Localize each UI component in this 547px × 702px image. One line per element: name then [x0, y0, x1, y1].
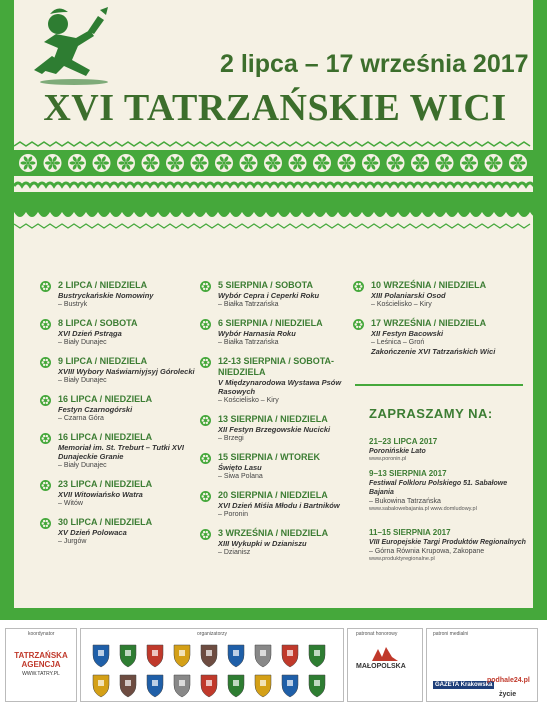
event-place: – Biały Dunajec	[58, 377, 107, 384]
event-date: 16 LIPCA / NIEDZIELA	[58, 394, 153, 404]
agency-name: TATRZAŃSKA AGENCJA	[14, 651, 68, 669]
organizer-crests	[87, 641, 337, 699]
folk-ornament-band	[14, 140, 533, 230]
municipality-crest-icon	[255, 675, 271, 697]
invite-item	[369, 437, 529, 463]
flower-ornament-icon	[509, 154, 527, 172]
flower-bullet-icon	[200, 281, 211, 292]
gazeta-logo: GAZETA Krakowska	[435, 682, 493, 688]
municipality-crest-icon	[228, 645, 244, 667]
event-place: – Dzianisz	[218, 549, 251, 556]
event-place: – Jurgów	[58, 538, 87, 545]
event-place: – Witów	[58, 500, 83, 507]
invite-item	[369, 469, 529, 513]
event-name: Bustryckańskie Nomowiny	[58, 291, 154, 300]
flower-bullet-icon	[40, 319, 51, 330]
event-date: 20 SIERPNIA / NIEDZIELA	[218, 490, 328, 500]
municipality-crest-icon	[309, 645, 325, 667]
flower-ornament-icon	[485, 154, 503, 172]
flower-ornament-icon	[68, 154, 86, 172]
event-name: Święto Lasu	[218, 463, 262, 472]
flower-ornament-icon	[166, 154, 184, 172]
event-place: – Biały Dunajec	[58, 462, 107, 469]
event-date: 3 WRZEŚNIA / NIEDZIELA	[218, 528, 329, 538]
invite-link[interactable]: www.poronin.pl	[369, 456, 407, 462]
invite-link[interactable]: www.produktyregionalne.pl	[369, 556, 435, 562]
malopolska-logo-icon	[372, 647, 398, 661]
invite-item	[369, 528, 529, 563]
organizers-box	[80, 628, 344, 702]
event-place: – Kościelisko – Kiry	[371, 301, 432, 308]
event-place: – Bustryk	[58, 301, 88, 308]
event-date: 13 SIERPNIA / NIEDZIELA	[218, 414, 328, 424]
flower-bullet-icon	[40, 480, 51, 491]
event-place: – Leśnica – Groń	[371, 339, 425, 346]
event-place: – Biały Dunajec	[58, 339, 107, 346]
invite-name: Poronińskie Lato	[369, 448, 426, 455]
event-place: – Czarna Góra	[58, 415, 104, 422]
event-date: 16 LIPCA / NIEDZIELA	[58, 432, 153, 442]
event-item	[40, 432, 200, 470]
event-item	[40, 356, 200, 385]
coordinator-box	[5, 628, 77, 702]
event-item	[40, 394, 200, 423]
event-item	[200, 490, 355, 519]
event-place: – Siwa Polana	[218, 473, 263, 480]
municipality-crest-icon	[120, 675, 136, 697]
event-name: XVII Witowiańsko Watra	[58, 490, 143, 499]
invite-date: 21–23 LIPCA 2017	[369, 437, 438, 446]
flower-ornament-icon	[460, 154, 478, 172]
flower-ornament-icon	[117, 154, 135, 172]
flower-ornament-icon	[240, 154, 258, 172]
event-name: XVI Dzień Miśia Młodu i Bartników	[218, 501, 340, 510]
invite-name: VIII Europejskie Targi Produktów Regionalnych	[369, 539, 526, 546]
flower-ornament-icon	[19, 154, 37, 172]
invite-heading: ZAPRASZAMY NA:	[369, 406, 493, 421]
event-date: 2 LIPCA / NIEDZIELA	[58, 280, 148, 290]
flower-ornament-icon	[191, 154, 209, 172]
municipality-crest-icon	[174, 675, 190, 697]
event-name: Memoriał im. St. Treburt – Tutki XVI Dunajeckie Granie	[58, 443, 185, 461]
invite-place: – Górna Równia Krupowa, Zakopane	[369, 548, 485, 555]
podhale-logo: podhale24.pl	[487, 677, 530, 684]
municipality-crest-icon	[147, 675, 163, 697]
event-place: – Poronin	[218, 511, 248, 518]
zycie-logo: życie	[499, 691, 517, 698]
patron-label: patronat honorowy	[356, 631, 398, 637]
festival-dates: 2 lipca – 17 września 2017	[220, 50, 529, 78]
flower-bullet-icon	[353, 281, 364, 292]
event-name: XV Dzień Polowaca	[58, 528, 127, 537]
flower-ornament-icon	[93, 154, 111, 172]
event-date: 12-13 SIERPNIA / SOBOTA-NIEDZIELA	[218, 356, 335, 377]
flower-bullet-icon	[40, 357, 51, 368]
event-item	[40, 318, 200, 347]
event-item	[200, 318, 355, 347]
flower-ornament-icon	[362, 154, 380, 172]
invite-date: 11–15 SIERPNIA 2017	[369, 528, 451, 537]
flower-bullet-icon	[200, 319, 211, 330]
flower-bullet-icon	[200, 491, 211, 502]
event-date: 8 LIPCA / SOBOTA	[58, 318, 138, 328]
sponsors-bar	[0, 620, 547, 700]
event-item	[200, 452, 355, 481]
event-date: 15 SIERPNIA / WTOREK	[218, 452, 321, 462]
event-name: XII Festyn Bacowski	[371, 329, 444, 338]
event-item	[200, 356, 355, 405]
municipality-crest-icon	[228, 675, 244, 697]
events-column-august	[200, 280, 355, 566]
media-patrons-box	[426, 628, 538, 702]
flower-bullet-icon	[353, 319, 364, 330]
event-item	[200, 280, 355, 309]
event-name: XVIII Wybory Naświarniyjsyj Górolecki	[58, 367, 195, 376]
municipality-crest-icon	[309, 675, 325, 697]
event-place: – Brzegi	[218, 435, 244, 442]
flower-ornament-icon	[387, 154, 405, 172]
flower-ornament-icon	[289, 154, 307, 172]
municipality-crest-icon	[93, 645, 109, 667]
media-label: patroni medialni	[433, 631, 469, 637]
event-name: XII Festyn Brzegowskie Nucicki	[218, 425, 331, 434]
flower-bullet-icon	[40, 518, 51, 529]
event-date: 23 LIPCA / NIEDZIELA	[58, 479, 153, 489]
organizers-label: organizatorzy	[197, 631, 228, 637]
event-place: – Białka Tatrzańska	[218, 339, 279, 346]
event-name: Festyn Czarnogórski	[58, 405, 133, 414]
event-item	[353, 280, 528, 309]
coordinator-label: koordynator	[28, 631, 55, 637]
event-date: 10 WRZEŚNIA / NIEDZIELA	[371, 280, 487, 290]
flower-ornament-icon	[313, 154, 331, 172]
municipality-crest-icon	[174, 645, 190, 667]
event-place: – Białka Tatrzańska	[218, 301, 279, 308]
flower-ornament-icon	[338, 154, 356, 172]
malopolska-name: MAŁOPOLSKA	[356, 663, 406, 670]
honorary-patron-box	[347, 628, 423, 702]
event-item	[40, 280, 200, 309]
event-name: Wybór Cepra i Ceperki Roku	[218, 291, 320, 300]
flower-bullet-icon	[200, 529, 211, 540]
event-item	[200, 414, 355, 443]
divider	[355, 384, 523, 386]
event-name: Wybór Harnasia Roku	[218, 329, 296, 338]
municipality-crest-icon	[282, 645, 298, 667]
invite-date: 9–13 SIERPNIA 2017	[369, 469, 447, 478]
agency-logo	[12, 651, 70, 677]
event-name: V Międzynarodowa Wystawa Psów Rasowych	[218, 378, 342, 396]
flower-bullet-icon	[40, 395, 51, 406]
event-item	[353, 318, 528, 356]
flower-ornament-icon	[44, 154, 62, 172]
municipality-crest-icon	[93, 675, 109, 697]
agency-url: WWW.TATRY.PL	[22, 671, 60, 677]
flower-bullet-icon	[40, 281, 51, 292]
municipality-crest-icon	[282, 675, 298, 697]
event-item	[40, 479, 200, 508]
municipality-crest-icon	[255, 645, 271, 667]
event-date: 30 LIPCA / NIEDZIELA	[58, 517, 153, 527]
events-column-september	[353, 280, 528, 365]
municipality-crest-icon	[120, 645, 136, 667]
event-date: 6 SIERPNIA / NIEDZIELA	[218, 318, 323, 328]
municipality-crest-icon	[147, 645, 163, 667]
flower-bullet-icon	[200, 357, 211, 368]
flower-ornament-icon	[215, 154, 233, 172]
invite-name: Festiwal Folkloru Polskiego 51. Sabałowe Bajania	[369, 480, 508, 496]
event-date: 17 WRZEŚNIA / NIEDZIELA	[371, 318, 487, 328]
flower-ornament-icon	[436, 154, 454, 172]
event-item	[40, 517, 200, 546]
flower-ornament-icon	[264, 154, 282, 172]
page-title: XVI TATRZAŃSKIE WICI	[43, 87, 507, 129]
event-name: XVI Dzień Pstrąga	[58, 329, 122, 338]
flower-bullet-icon	[200, 453, 211, 464]
flower-bullet-icon	[40, 433, 51, 444]
event-item	[200, 528, 355, 557]
event-name: XIII Wykupki w Dzianiszu	[218, 539, 307, 548]
torch-runner-icon	[28, 6, 118, 86]
flower-bullet-icon	[200, 415, 211, 426]
flower-ornament-icon	[142, 154, 160, 172]
flower-ornament-icon	[411, 154, 429, 172]
municipality-crest-icon	[201, 645, 217, 667]
event-place: – Kościelisko – Kiry	[218, 397, 279, 404]
invite-place: – Bukowina Tatrzańska	[369, 498, 441, 505]
events-column-july	[40, 280, 200, 555]
event-date: 9 LIPCA / NIEDZIELA	[58, 356, 148, 366]
event-name: XIII Polaniarski Osod	[371, 291, 446, 300]
event-date: 5 SIERPNIA / SOBOTA	[218, 280, 314, 290]
event-extra: Zakończenie XVI Tatrzańskich Wici	[371, 347, 496, 356]
invite-link[interactable]: www.sabalowebajania.pl www.domludowy.pl	[369, 506, 477, 512]
municipality-crest-icon	[201, 675, 217, 697]
